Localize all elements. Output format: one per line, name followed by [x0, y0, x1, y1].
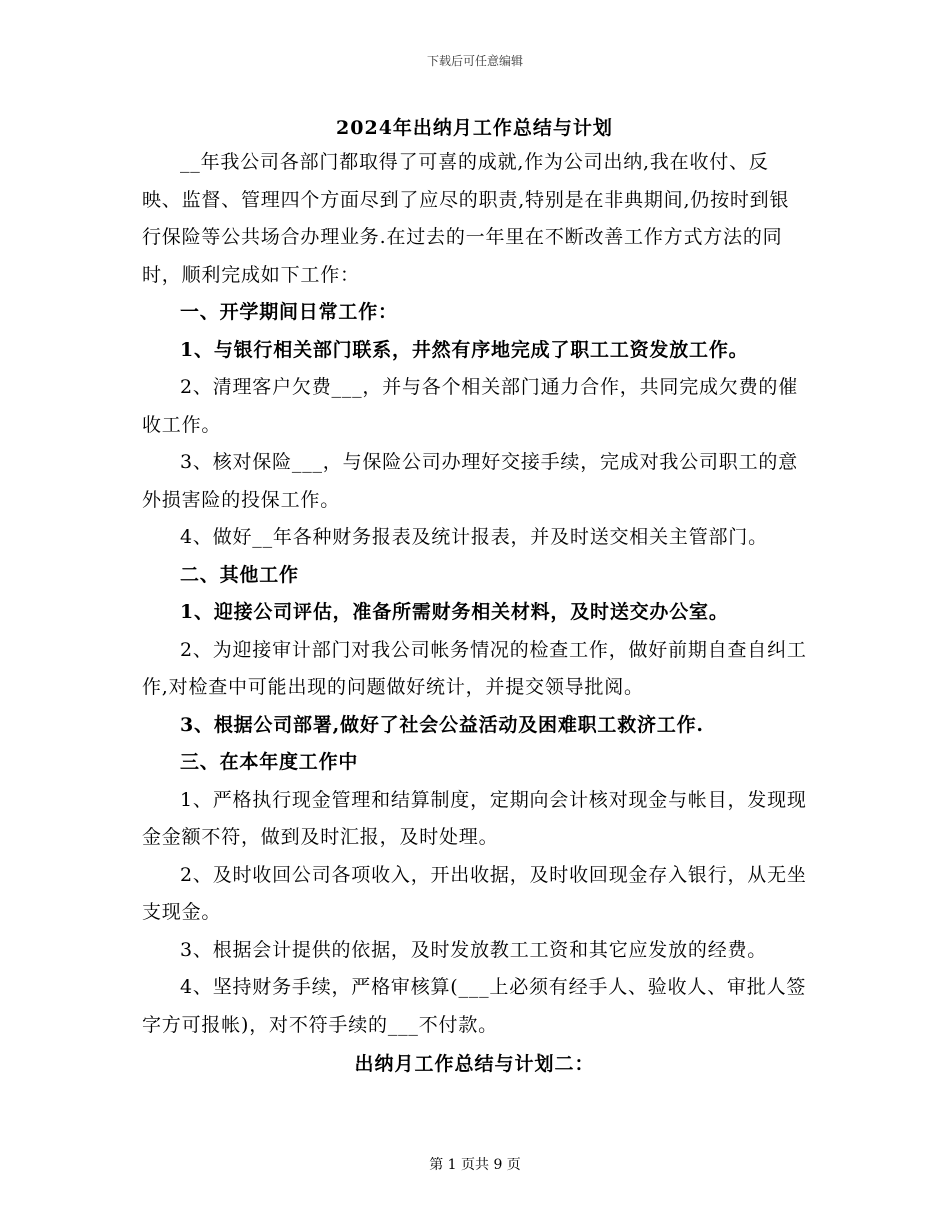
section-1-item-4: 4、做好__年各种财务报表及统计报表，并及时送交相关主管部门。 [180, 526, 768, 548]
section-1-item-1: 1、与银行相关部门联系，井然有序地完成了职工工资发放工作。 [180, 338, 749, 361]
section-heading-2: 二、其他工作 [180, 563, 299, 586]
section-heading-3: 三、在本年度工作中 [180, 751, 359, 773]
page-number: 第 1 页共 9 页 [429, 1157, 521, 1173]
section-heading-1: 一、开学期间日常工作： [180, 301, 398, 323]
intro-paragraph: __年我公司各部门都取得了可喜的成就,作为公司出纳,我在收付、反映、监督、管理四个方面尽到了应尽的职责,特别是在非典期间,仍按时到银行保险等公共场合办理业务.在过去的一年里在不断改善工作方式方法的同时，顺利完成如下工作： [142, 151, 790, 286]
section-3-item-1: 1、严格执行现金管理和结算制度，定期向会计核对现金与帐目，发现现金金额不符，做到及时汇报，及时处理。 [142, 788, 807, 848]
document-subtitle: 出纳月工作总结与计划二： [354, 1053, 595, 1075]
section-2-item-3: 3、根据公司部署,做好了社会公益活动及困难职工救济工作. [180, 713, 704, 736]
section-2-item-2: 2、为迎接审计部门对我公司帐务情况的检查工作，做好前期自查自纠工作,对检查中可能出现的问题做好统计，并提交领导批阅。 [142, 638, 807, 698]
section-3-item-2: 2、及时收回公司各项收入，开出收据，及时收回现金存入银行，从无坐支现金。 [142, 863, 807, 923]
section-2-item-1: 1、迎接公司评估，准备所需财务相关材料，及时送交办公室。 [180, 601, 729, 623]
header-note: 下载后可任意编辑 [426, 54, 523, 68]
document-title: 2024年出纳月工作总结与计划 [336, 117, 613, 139]
section-3-item-4: 4、坚持财务手续，严格审核算(___上必须有经手人、验收人、审批人签字方可报帐)，对不符手续的___不付款。 [142, 976, 807, 1036]
document-body [142, 112, 807, 1080]
section-1-item-3: 3、核对保险___，与保险公司办理好交接手续，完成对我公司职工的意外损害险的投保工作。 [142, 451, 798, 511]
section-3-item-3: 3、根据会计提供的依据，及时发放教工工资和其它应发放的经费。 [180, 938, 768, 961]
section-1-item-2: 2、清理客户欠费___，并与各个相关部门通力合作，共同完成欠费的催收工作。 [142, 376, 798, 436]
